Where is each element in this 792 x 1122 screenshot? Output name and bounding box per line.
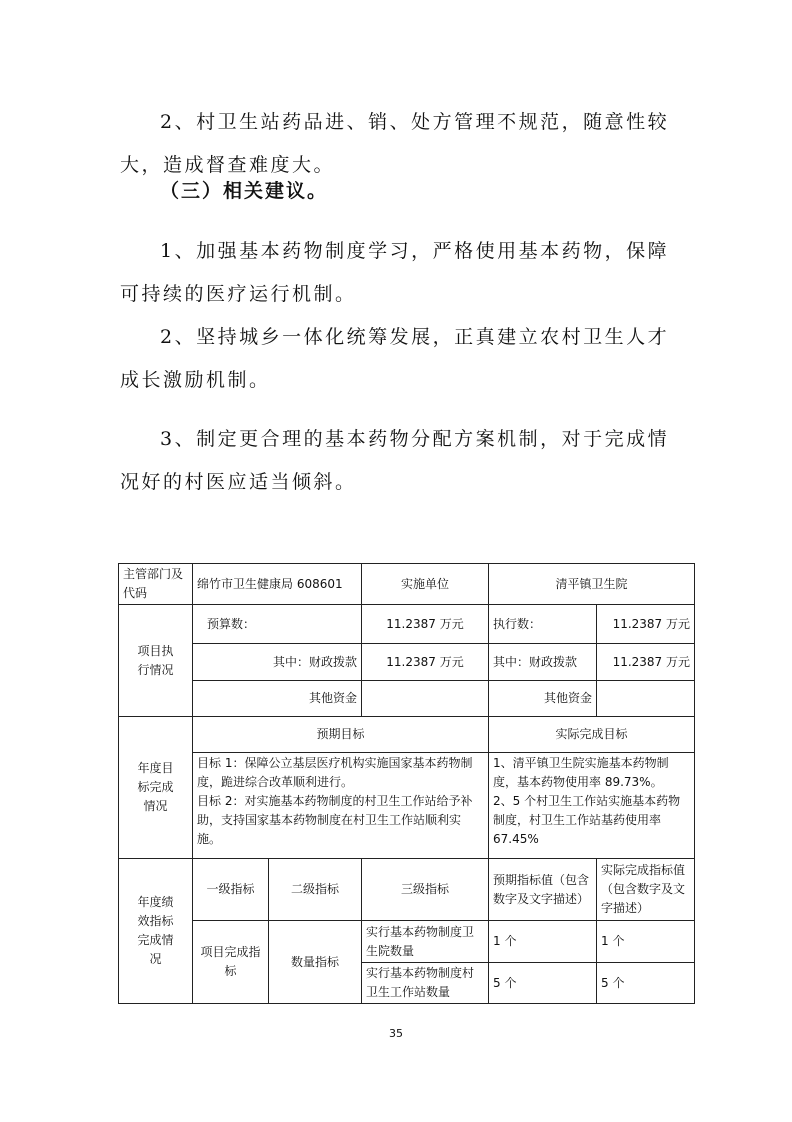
fiscal-budget-value-cell: 11.2387 万元 xyxy=(362,644,489,681)
goal-label-cell xyxy=(119,717,193,859)
actual-goal-header: 实际完成目标 xyxy=(489,717,695,753)
table-row xyxy=(119,753,695,859)
actual-goal-line-1: 1、清平镇卫生院实施基本药物制度，基本药物使用率 89.73%。 xyxy=(493,756,669,789)
paragraph-suggestion-3: 3、制定更合理的基本药物分配方案机制，对于完成情况好的村医应适当倾斜。 xyxy=(120,428,670,493)
performance-table xyxy=(118,563,695,1004)
row2-expected: 5 个 xyxy=(489,963,597,1004)
level3-header: 三级指标 xyxy=(362,859,489,921)
table-row xyxy=(119,681,695,717)
expected-goal-line-1: 目标 1：保障公立基层医疗机构实施国家基本药物制度，跪进综合改革顺利进行。 xyxy=(197,756,473,789)
expected-goal-text xyxy=(193,753,489,859)
paragraph-suggestion-1: 1、加强基本药物制度学习，严格使用基本药物，保障可持续的医疗运行机制。 xyxy=(120,240,670,305)
executed-value-cell: 11.2387 万元 xyxy=(597,605,695,644)
row2-actual: 5 个 xyxy=(597,963,695,1004)
fiscal-exec-label-cell: 其中：财政拨款 xyxy=(489,644,597,681)
impl-label-cell: 实施单位 xyxy=(362,564,489,605)
budget-label-cell: 预算数： xyxy=(193,605,362,644)
actual-goal-text xyxy=(489,753,695,859)
table-row xyxy=(119,921,695,963)
actual-goal-line-2: 2、5 个村卫生工作站实施基本药物制度，村卫生工作站基药使用率 67.45% xyxy=(493,794,681,846)
level2-header: 二级指标 xyxy=(269,859,362,921)
budget-value-cell: 11.2387 万元 xyxy=(362,605,489,644)
table-row xyxy=(119,564,695,605)
perf-label-text: 年度绩效指标完成情况 xyxy=(137,895,174,966)
goal-label-text: 年度目标完成情况 xyxy=(137,761,174,813)
fiscal-exec-value-cell: 11.2387 万元 xyxy=(597,644,695,681)
row1-expected: 1 个 xyxy=(489,921,597,963)
level1-header: 一级指标 xyxy=(193,859,269,921)
level2-value: 数量指标 xyxy=(269,921,362,1004)
dept-label-cell: 主管部门及代码 xyxy=(119,564,193,605)
expected-goal-header: 预期目标 xyxy=(193,717,489,753)
fiscal-label-cell: 其中：财政拨款 xyxy=(193,644,362,681)
executed-label-cell: 执行数： xyxy=(489,605,597,644)
exec-label-cell xyxy=(119,605,193,717)
other-label-cell: 其他资金 xyxy=(193,681,362,717)
other-exec-value-cell xyxy=(597,681,695,717)
actual-value-header: 实际完成指标值（包含数字及文字描述） xyxy=(597,859,695,921)
impl-value-cell: 清平镇卫生院 xyxy=(489,564,695,605)
table-row xyxy=(119,859,695,921)
page-number: 35 xyxy=(389,1027,403,1040)
row2-indicator: 实行基本药物制度村卫生工作站数量 xyxy=(362,963,489,1004)
paragraph-drug-management-issue: 2、村卫生站药品进、销、处方管理不规范，随意性较大，造成督查难度大。 xyxy=(120,111,670,176)
level1-value-text: 项目完成指标 xyxy=(200,945,261,978)
other-exec-label-cell: 其他资金 xyxy=(489,681,597,717)
perf-label-cell xyxy=(119,859,193,1004)
exec-label-text: 项目执行情况 xyxy=(137,643,174,677)
row1-indicator: 实行基本药物制度卫生院数量 xyxy=(362,921,489,963)
table-row xyxy=(119,644,695,681)
expected-value-header: 预期指标值（包含数字及文字描述） xyxy=(489,859,597,921)
expected-goal-line-2: 目标 2：对实施基本药物制度的村卫生工作站给予补助，支持国家基本药物制度在村卫生工作站顺利实施。 xyxy=(197,794,473,846)
other-value-cell xyxy=(362,681,489,717)
table-row xyxy=(119,717,695,753)
section-heading-suggestions: （三）相关建议。 xyxy=(160,180,329,202)
table-row xyxy=(119,605,695,644)
dept-value-cell: 绵竹市卫生健康局 608601 xyxy=(193,564,362,605)
level1-value xyxy=(193,921,269,1004)
row1-actual: 1 个 xyxy=(597,921,695,963)
paragraph-suggestion-2: 2、坚持城乡一体化统筹发展，正真建立农村卫生人才成长激励机制。 xyxy=(120,326,670,391)
